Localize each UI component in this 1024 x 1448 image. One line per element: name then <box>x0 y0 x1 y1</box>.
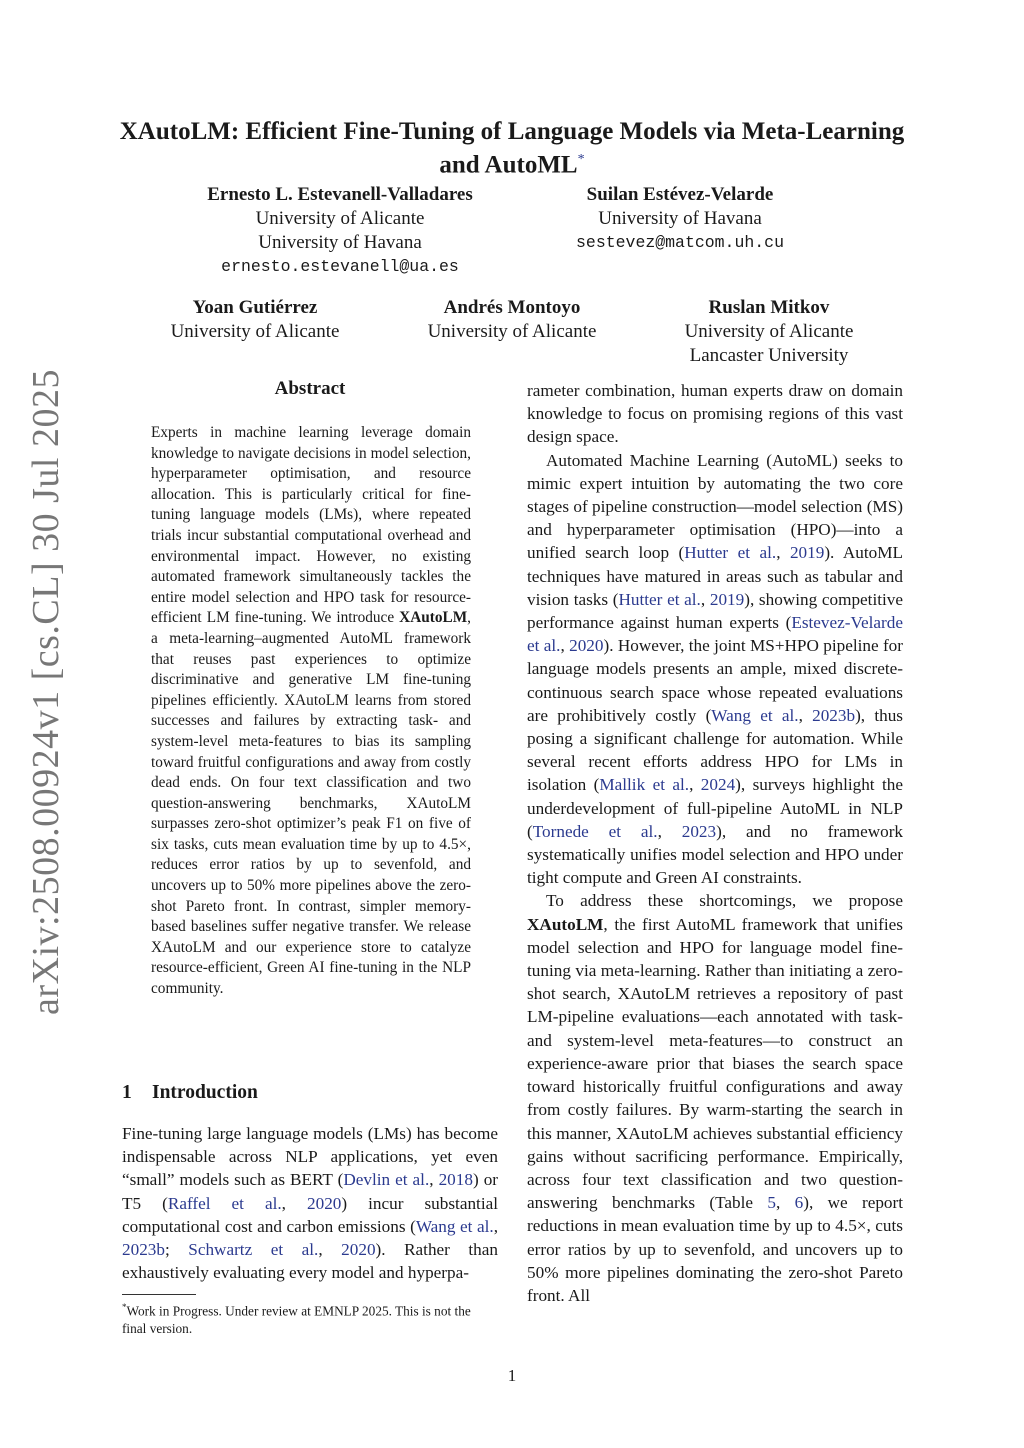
footnote: *Work in Progress. Under review at EMNLP 2025. This is not the final version. <box>122 1302 471 1337</box>
author-block-3 <box>140 296 370 344</box>
intro-paragraph: Fine-tuning large language models (LMs) has become indispensable across NLP applications, yet even “small” models such as BERT (Devlin et al., 2018) or T5 (Raffel et al., 2020) incur substantial computational cost and carbon emissions (Wang et al., 2023b; Schwartz et al., 2020). Rather than exhaustively evaluating every model and hyperpa- <box>122 1124 499 1283</box>
author-affiliation: University of Alicante <box>255 208 425 229</box>
citation-link[interactable]: Tornede et al. <box>532 821 658 841</box>
intro-paragraph: rameter combination, human experts draw on domain knowledge to focus on promising regions of this vast design space. <box>527 381 903 447</box>
citation-link[interactable]: 2018 <box>438 1170 473 1190</box>
author-affiliation: University of Alicante <box>684 321 854 342</box>
page-number: 1 <box>507 1366 517 1385</box>
citation-link[interactable]: 2020 <box>341 1240 376 1260</box>
title-footnote-marker[interactable]: * <box>577 152 585 167</box>
citation-link[interactable]: 2023b <box>812 705 856 725</box>
title-line-1: XAutoLM: Efficient Fine-Tuning of Language Models via Meta-Learning <box>119 118 905 145</box>
abstract-heading: Abstract <box>274 378 346 399</box>
section-title: Introduction <box>152 1082 258 1103</box>
intro-left-column <box>122 1122 498 1284</box>
abstract-body: Experts in machine learning leverage domain knowledge to navigate decisions in model selection, hyperparameter optimisation, and resource allocation. This is particularly critical for fine-tuning language models (LMs), where repeated trials incur substantial computational overhead and environmental impact. However, no existing automated framework simultaneously tackles the entire model selection and HPO task for resource-efficient LM fine-tuning. We introduce XAutoLM, a meta-learning–augmented AutoML framework that reuses past experiences to optimize discriminative and generative LM fine-tuning pipelines efficiently. XAutoLM learns from stored successes and failures by extracting task- and system-level meta-features to bias its sampling toward fruitful configurations and away from costly dead ends. On four text classification and two question-answering benchmarks, XAutoLM surpasses zero-shot optimizer’s peak F1 on five of six tasks, cuts mean evaluation time by up to 4.5×, reduces error ratios by up to sevenfold, and uncovers up to 50% more pipelines above the zero-shot Pareto front. In contrast, simpler memory-based baselines suffer negative transfer. We release XAutoLM and our experience store to catalyze resource-efficient, Green AI fine-tuning in the NLP community. <box>151 424 471 998</box>
author-block-1 <box>170 183 510 279</box>
citation-link[interactable]: 2024 <box>700 775 736 795</box>
citation-link[interactable]: 2020 <box>307 1193 342 1213</box>
table-reference-link[interactable]: 5 <box>767 1193 776 1213</box>
author-block-5 <box>654 296 884 368</box>
arxiv-identifier: arXiv:2508.00924v1 [cs.CL] 30 Jul 2025 <box>25 369 67 1015</box>
citation-link[interactable]: 2023 <box>681 821 717 841</box>
author-email[interactable]: sestevez@matcom.uh.cu <box>576 233 784 252</box>
author-block-4 <box>397 296 627 344</box>
citation-link[interactable]: Wang et al. <box>415 1216 494 1236</box>
citation-link[interactable]: 2023b <box>122 1240 165 1260</box>
section-heading-introduction <box>122 1082 258 1104</box>
author-name: Suilan Estévez-Velarde <box>586 184 774 205</box>
author-name: Yoan Gutiérrez <box>192 297 318 318</box>
citation-link[interactable]: Schwartz et al. <box>188 1240 319 1260</box>
paper-title <box>110 118 914 179</box>
author-block-2 <box>540 183 820 255</box>
author-affiliation: University of Alicante <box>170 321 340 342</box>
framework-name: XAutoLM <box>527 914 604 934</box>
citation-link[interactable]: Hutter et al. <box>618 589 701 609</box>
footnote-rule <box>122 1294 196 1295</box>
citation-link[interactable]: Wang et al. <box>711 705 799 725</box>
section-number: 1 <box>122 1082 132 1103</box>
author-name: Ruslan Mitkov <box>708 297 830 318</box>
table-reference-link[interactable]: 6 <box>794 1193 804 1213</box>
citation-link[interactable]: Mallik et al. <box>599 775 690 795</box>
author-affiliation: Lancaster University <box>689 345 849 366</box>
framework-name: XAutoLM <box>399 609 468 627</box>
citation-link[interactable]: 2019 <box>709 589 745 609</box>
intro-right-column <box>527 379 903 1307</box>
title-line-2: and AutoML* <box>439 151 585 179</box>
citation-link[interactable]: Raffel et al. <box>167 1193 282 1213</box>
intro-paragraph: Automated Machine Learning (AutoML) seeks to mimic expert intuition by automating the two core stages of pipeline construction—model selection (MS) and hyperparameter optimisation (HPO)—into a unified search loop (Hutter et al., 2019). AutoML techniques have matured in areas such as tabular and vision tasks (Hutter et al., 2019), showing competitive performance against human experts (Estevez-Velarde et al., 2020). However, the joint MS+HPO pipeline for language models presents an ample, mixed discrete-continuous search space whose repeated evaluations are prohibitively costly (Wang et al., 2023b), thus posing a significant challenge for automation. While several recent efforts address HPO for LMs in isolation (Mallik et al., 2024), surveys highlight the underdevelopment of full-pipeline AutoML in NLP (Tornede et al., 2023), and no framework systematically unifies model selection and HPO under tight compute and Green AI constraints. <box>527 450 904 888</box>
citation-link[interactable]: Devlin et al. <box>343 1170 430 1190</box>
citation-link[interactable]: Estevez-Velarde et al. <box>527 613 903 656</box>
author-affiliation: University of Alicante <box>427 321 597 342</box>
citation-link[interactable]: Hutter et al. <box>684 543 777 563</box>
citation-link[interactable]: 2019 <box>789 543 825 563</box>
author-affiliation: University of Havana <box>598 208 762 229</box>
author-name: Andrés Montoyo <box>443 297 581 318</box>
author-affiliation: University of Havana <box>258 232 422 253</box>
author-email[interactable]: ernesto.estevanell@ua.es <box>221 257 459 276</box>
citation-link[interactable]: 2020 <box>569 636 604 656</box>
intro-paragraph: To address these shortcomings, we propose XAutoLM, the first AutoML framework that unifies model selection and HPO for language model fine-tuning via meta-learning. Rather than initiating a zero-shot search, XAutoLM retrieves a repository of past LM-pipeline evaluations—each annotated with task- and system-level meta-features—to construct an experience-aware prior that biases the search space toward historically fruitful configurations and away from costly failures. By warm-starting the search in this manner, XAutoLM achieves substantial efficiency gains without sacrificing performance. Empirically, across four text classification and two question-answering benchmarks (Table 5, 6), we report reductions in mean evaluation time by up to 4.5×, cuts error ratios by up to sevenfold, and uncovers up to 50% more pipelines dominating the zero-shot Pareto front. All <box>527 891 904 1305</box>
author-name: Ernesto L. Estevanell-Valladares <box>207 184 473 205</box>
